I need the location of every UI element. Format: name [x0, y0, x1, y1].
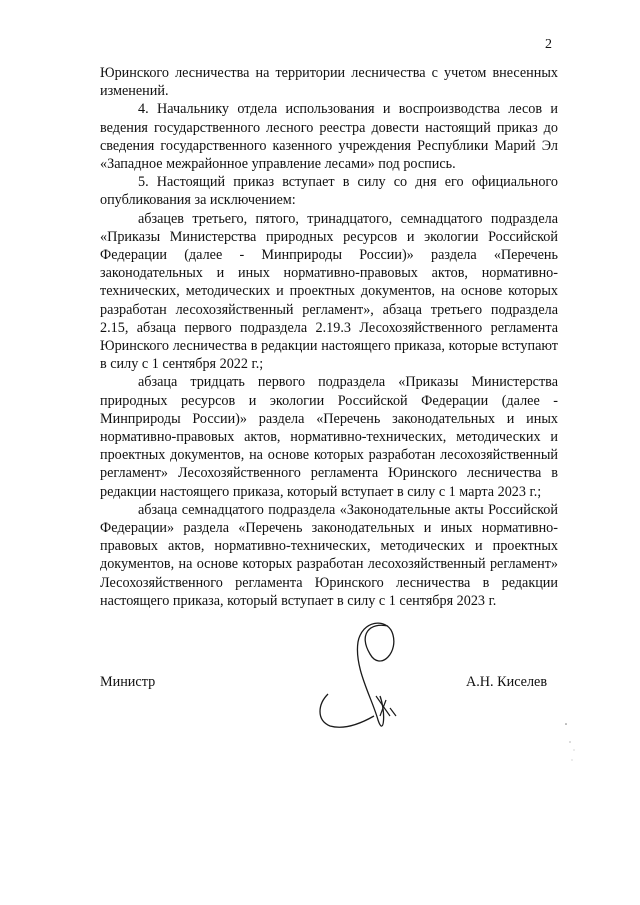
scan-specks	[560, 720, 590, 780]
paragraph-continuation: Юринского лесничества на территории лесничества с учетом внесенных изменений.	[100, 65, 558, 100]
paragraph-item-5: 5. Настоящий приказ вступает в силу со дня его официального опубликования за исключением:	[100, 174, 558, 209]
signatory-name: А.Н. Киселев	[466, 674, 548, 690]
page-number: 2	[545, 37, 552, 52]
exception-paragraph-2: абзаца тридцать первого подраздела «Приказы Министерства природных ресурсов и экологии Российской Федерации (далее - Минприроды России)» раздела «Перечень законодательных и иных нормативно-правовых актов, нормативно-технических, методических и проектных документов, на основе которых разработан лесохозяйственный регламент» Лесохозяйственного регламента Юринского лесничества в редакции настоящего приказа, который вступает в силу с 1 марта 2023 г.;	[100, 374, 558, 500]
signatory-title: Министр	[100, 674, 156, 690]
handwritten-signature	[300, 612, 440, 742]
exception-paragraph-3: абзаца семнадцатого подраздела «Законодательные акты Российской Федерации» раздела «Перечень законодательных и иных нормативно-правовых актов, нормативно-технических, методических и проектных документов, на основе которых разработан лесохозяйственный регламент» Лесохозяйственного регламента Юринского лесничества в редакции настоящего приказа, который вступает в силу с 1 сентября 2023 г.	[100, 501, 558, 609]
paragraph-item-4: 4. Начальнику отдела использования и воспроизводства лесов и ведения государственного лесного реестра довести настоящий приказ до сведения государственного казенного учреждения Республики Марий Эл «Западное межрайонное управление лесами» под роспись.	[100, 101, 558, 173]
document-body	[100, 64, 558, 610]
exception-paragraph-1: абзацев третьего, пятого, тринадцатого, семнадцатого подраздела «Приказы Министерства природных ресурсов и экологии Российской Федерации (далее - Минприроды России)» раздела «Перечень законодательных и иных нормативно-правовых актов, нормативно-технических, методических и проектных документов, на основе которых разработан лесохозяйственный регламент», абзаца третьего подраздела 2.15, абзаца первого подраздела 2.19.3 Лесохозяйственного регламента Юринского лесничества в редакции настоящего приказа, которые вступают в силу с 1 сентября 2022 г.;	[100, 210, 558, 373]
